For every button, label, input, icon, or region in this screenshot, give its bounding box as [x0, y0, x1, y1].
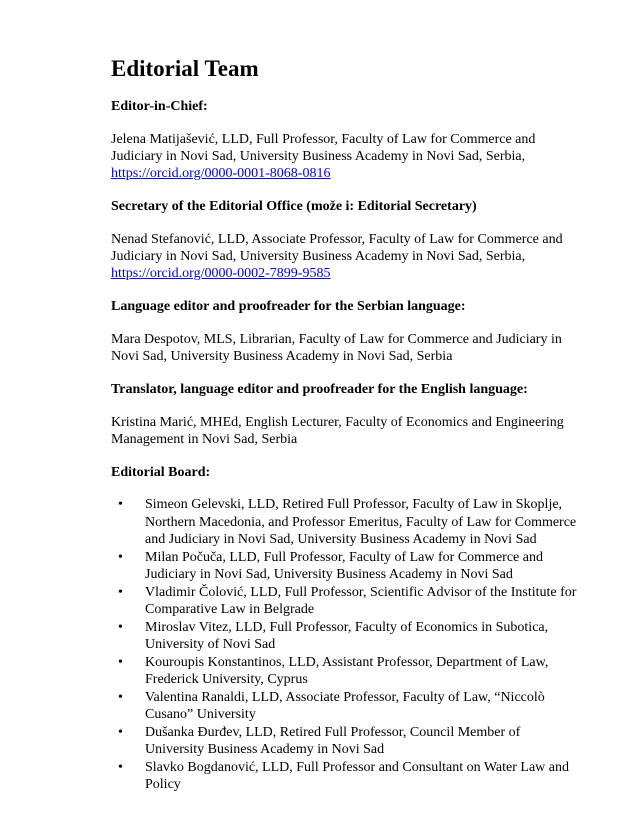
board-member-text: Vladimir Čolović, LLD, Full Professor, Scientific Advisor of the Institute for Comparative Law in Belgrade [145, 584, 577, 617]
board-member-text: Valentina Ranaldi, LLD, Associate Professor, Faculty of Law, “Niccolò Cusano” University [145, 689, 545, 722]
secretary-description: Nenad Stefanović, LLD, Associate Professor, Faculty of Law for Commerce and Judiciary in Novi Sad, University Business Academy in Novi Sad, Serbia, [111, 232, 563, 264]
bullet-icon: • [118, 584, 123, 600]
board-member [111, 654, 578, 689]
editor-in-chief-description: Jelena Matijašević, LLD, Full Professor, Faculty of Law for Commerce and Judiciary in Novi Sad, University Business Academy in Novi Sad, Serbia, [111, 132, 536, 164]
board-member [111, 724, 578, 759]
english-editor-text: Kristina Marić, MHEd, English Lecturer, Faculty of Economics and Engineering Management in Novi Sad, Serbia [111, 415, 564, 447]
serbian-editor-heading: Language editor and proofreader for the Serbian language: [111, 299, 466, 314]
board-member-text: Miroslav Vitez, LLD, Full Professor, Faculty of Economics in Subotica, University of Novi Sad [145, 619, 549, 652]
bullet-icon: • [118, 654, 123, 670]
board-member [111, 496, 578, 549]
board-member [111, 584, 578, 619]
bullet-icon: • [118, 619, 123, 635]
bullet-icon: • [118, 497, 123, 512]
board-member-text: Kouroupis Konstantinos, LLD, Assistant Professor, Department of Law, Frederick University, Cyprus [145, 654, 549, 687]
editorial-board-heading: Editorial Board: [111, 465, 211, 480]
editor-in-chief-heading: Editor-in-Chief: [111, 99, 208, 114]
secretary-text [111, 231, 578, 282]
board-member-text: Dušanka Đurđev, LLD, Retired Full Professor, Council Member of University Business Academy in Novi Sad [145, 724, 521, 757]
bullet-icon: • [118, 549, 123, 565]
serbian-editor-text: Mara Despotov, MLS, Librarian, Faculty of Law for Commerce and Judiciary in Novi Sad, University Business Academy in Novi Sad, Serbia [111, 332, 562, 364]
board-member [111, 549, 578, 584]
secretary-orcid-link[interactable]: https://orcid.org/0000-0002-7899-9585 [111, 266, 331, 281]
editor-in-chief-orcid-link[interactable]: https://orcid.org/0000-0001-8068-0816 [111, 166, 331, 181]
board-member [111, 619, 578, 654]
secretary-heading: Secretary of the Editorial Office (može i: Editorial Secretary) [111, 199, 477, 214]
english-editor-heading: Translator, language editor and proofreader for the English language: [111, 382, 528, 397]
page-title: Editorial Team [111, 56, 259, 81]
bullet-icon: • [118, 689, 123, 705]
board-member-text: Simeon Gelevski, LLD, Retired Full Professor, Faculty of Law in Skoplje, Northern Macedonia, and Professor Emeritus, Faculty of Law for Commerce and Judiciary in Novi Sad, University Business Academy in Novi Sad [145, 497, 577, 547]
editorial-board-list [111, 496, 578, 794]
editor-in-chief-text [111, 131, 578, 182]
board-member [111, 759, 578, 794]
bullet-icon: • [118, 759, 123, 775]
board-member [111, 689, 578, 724]
bullet-icon: • [118, 724, 123, 740]
board-member-text: Slavko Bogdanović, LLD, Full Professor and Consultant on Water Law and Policy [145, 759, 569, 792]
board-member-text: Milan Počuča, LLD, Full Professor, Faculty of Law for Commerce and Judiciary in Novi Sad, University Business Academy in Novi Sad [145, 549, 543, 582]
